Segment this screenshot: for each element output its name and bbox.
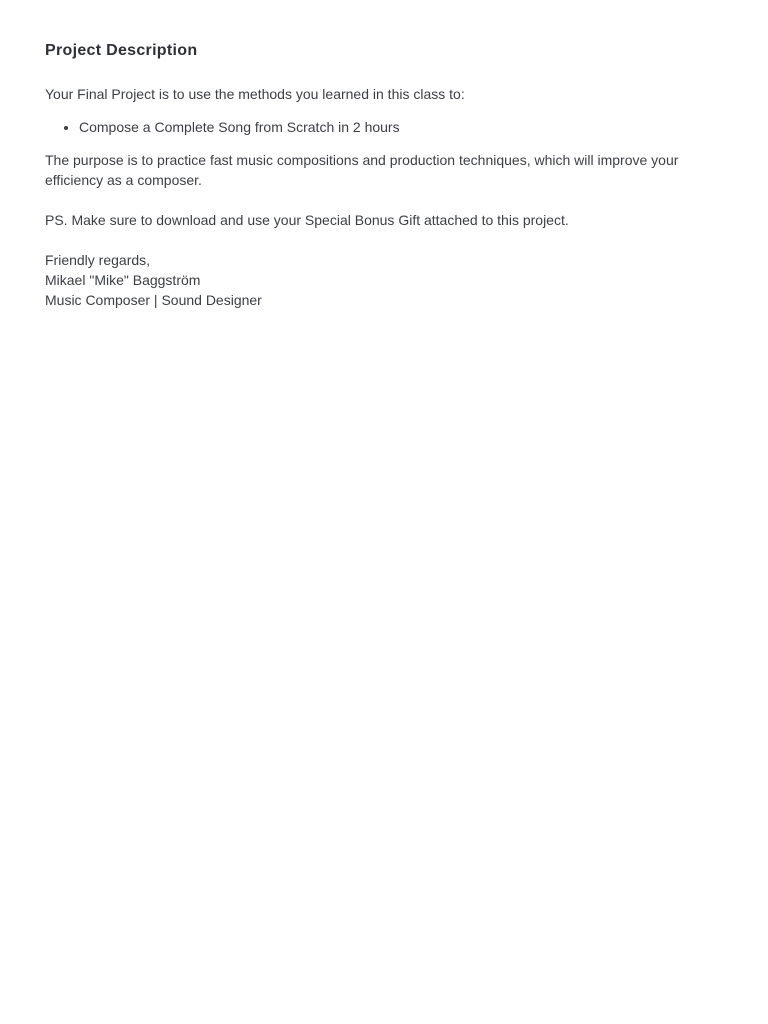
signoff-name: Mikael "Mike" Baggström [45, 272, 201, 288]
list-item: • Compose a Complete Song from Scratch in 2 hours [79, 117, 725, 137]
ps-paragraph: PS. Make sure to download and use your Special Bonus Gift attached to this project. [45, 212, 569, 228]
section-title: Project Description [45, 42, 198, 59]
signoff-greeting: Friendly regards, [45, 252, 151, 268]
intro-paragraph: Your Final Project is to use the methods you learned in this class to: [45, 86, 465, 102]
signoff-role: Music Composer | Sound Designer [45, 292, 262, 308]
project-description-section [45, 40, 725, 310]
bullet-list [45, 117, 725, 137]
purpose-paragraph: The purpose is to practice fast music compositions and production techniques, which will improve your efficiency as a composer. [45, 152, 679, 188]
signature-block [45, 250, 725, 310]
